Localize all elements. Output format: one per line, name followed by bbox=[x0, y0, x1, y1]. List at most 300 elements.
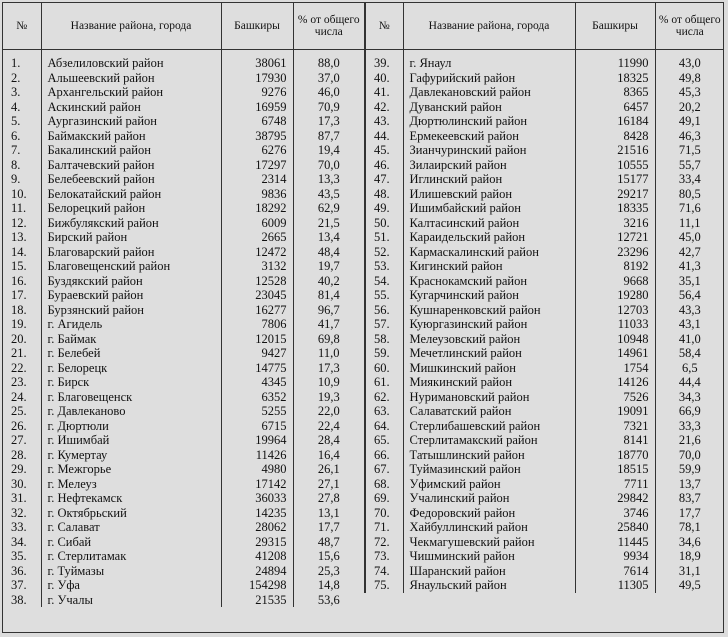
row-bashkir-count: 38795 bbox=[221, 129, 293, 144]
row-percent: 41,3 bbox=[655, 259, 724, 274]
row-name: г. Кумертау bbox=[41, 448, 221, 463]
table-row bbox=[365, 535, 724, 550]
table-row bbox=[365, 506, 724, 521]
row-name: Зилаирский район bbox=[403, 158, 575, 173]
row-bashkir-count: 11305 bbox=[575, 578, 655, 593]
row-bashkir-count: 11445 bbox=[575, 535, 655, 550]
row-bashkir-count: 12721 bbox=[575, 230, 655, 245]
col-header-name: Название района, города bbox=[403, 3, 575, 50]
row-bashkir-count: 15177 bbox=[575, 172, 655, 187]
row-name: г. Белебей bbox=[41, 346, 221, 361]
row-number: 68. bbox=[365, 477, 403, 492]
table-row bbox=[365, 520, 724, 535]
row-percent: 70,0 bbox=[655, 448, 724, 463]
row-percent: 33,3 bbox=[655, 419, 724, 434]
table-row bbox=[365, 332, 724, 347]
table-left-half bbox=[3, 3, 364, 607]
row-number: 66. bbox=[365, 448, 403, 463]
row-number: 34. bbox=[11, 534, 27, 549]
table-row bbox=[3, 404, 364, 419]
table-row bbox=[365, 375, 724, 390]
row-name: г. Бирск bbox=[41, 375, 221, 390]
row-number: 24. bbox=[11, 389, 27, 404]
row-number: 63. bbox=[365, 404, 403, 419]
table-row bbox=[365, 259, 724, 274]
row-number: 57. bbox=[365, 317, 403, 332]
row-name: Белорецкий район bbox=[41, 201, 221, 216]
row-number: 37. bbox=[11, 578, 27, 592]
row-number: 72. bbox=[365, 535, 403, 550]
row-name: Благоварский район bbox=[41, 245, 221, 260]
table-row bbox=[3, 419, 364, 434]
row-name: Буздякский район bbox=[41, 274, 221, 289]
row-percent: 66,9 bbox=[655, 404, 724, 419]
row-number: 33. bbox=[11, 520, 27, 534]
row-name: Кушнаренковский район bbox=[403, 303, 575, 318]
row-name: г. Янаул bbox=[403, 50, 575, 71]
row-number: 6. bbox=[11, 128, 21, 143]
table-row bbox=[365, 85, 724, 100]
table-row bbox=[3, 288, 364, 303]
table-row bbox=[3, 564, 364, 579]
row-percent: 62,9 bbox=[293, 201, 364, 216]
row-bashkir-count: 2665 bbox=[221, 230, 293, 245]
row-name: г. Туймазы bbox=[41, 564, 221, 579]
row-number: 21. bbox=[11, 346, 27, 360]
table-row bbox=[3, 85, 364, 100]
table-row bbox=[365, 100, 724, 115]
row-bashkir-count: 12472 bbox=[221, 245, 293, 260]
row-name: Дюртюлинский район bbox=[403, 114, 575, 129]
row-percent: 35,1 bbox=[655, 274, 724, 289]
row-percent: 88,0 bbox=[293, 50, 364, 71]
row-bashkir-count: 17930 bbox=[221, 71, 293, 86]
row-name: Мечетлинский район bbox=[403, 346, 575, 361]
row-percent: 26,1 bbox=[293, 462, 364, 477]
row-number: 11. bbox=[11, 201, 27, 215]
table-row bbox=[365, 549, 724, 564]
row-bashkir-count: 16277 bbox=[221, 303, 293, 318]
table-row bbox=[3, 230, 364, 245]
row-bashkir-count: 14961 bbox=[575, 346, 655, 361]
row-name: Янаульский район bbox=[403, 578, 575, 593]
row-name: Бирский район bbox=[41, 230, 221, 245]
row-percent: 19,3 bbox=[293, 390, 364, 405]
row-percent: 17,3 bbox=[293, 114, 364, 129]
table-row bbox=[3, 245, 364, 260]
row-bashkir-count: 9427 bbox=[221, 346, 293, 361]
row-number: 1. bbox=[11, 56, 21, 70]
row-number: 55. bbox=[365, 288, 403, 303]
table-row bbox=[365, 187, 724, 202]
table-row bbox=[3, 448, 364, 463]
row-percent: 81,4 bbox=[293, 288, 364, 303]
table-row bbox=[365, 172, 724, 187]
row-number: 19. bbox=[11, 317, 27, 331]
row-bashkir-count: 41208 bbox=[221, 549, 293, 564]
row-number: 13. bbox=[11, 230, 27, 244]
row-number: 31. bbox=[11, 491, 27, 505]
table-row bbox=[365, 462, 724, 477]
row-name: г. Салават bbox=[41, 520, 221, 535]
row-number: 53. bbox=[365, 259, 403, 274]
row-number: 74. bbox=[365, 564, 403, 579]
row-name: г. Дюртюли bbox=[41, 419, 221, 434]
row-percent: 41,0 bbox=[655, 332, 724, 347]
row-bashkir-count: 19091 bbox=[575, 404, 655, 419]
row-name: Мелеузовский район bbox=[403, 332, 575, 347]
table-row bbox=[365, 390, 724, 405]
row-percent: 49,5 bbox=[655, 578, 724, 593]
row-percent: 6,5 bbox=[655, 361, 724, 376]
row-name: г. Сибай bbox=[41, 535, 221, 550]
row-percent: 43,5 bbox=[293, 187, 364, 202]
row-name: г. Стерлитамак bbox=[41, 549, 221, 564]
row-bashkir-count: 4980 bbox=[221, 462, 293, 477]
row-name: Иглинский район bbox=[403, 172, 575, 187]
row-number: 28. bbox=[11, 447, 27, 462]
row-bashkir-count: 23045 bbox=[221, 288, 293, 303]
table-row bbox=[3, 332, 364, 347]
row-percent: 59,9 bbox=[655, 462, 724, 477]
row-name: Салаватский район bbox=[403, 404, 575, 419]
row-percent: 17,7 bbox=[293, 520, 364, 535]
row-bashkir-count: 8365 bbox=[575, 85, 655, 100]
row-bashkir-count: 9668 bbox=[575, 274, 655, 289]
row-percent: 53,6 bbox=[293, 593, 364, 608]
row-name: Балтачевский район bbox=[41, 158, 221, 173]
row-percent: 10,9 bbox=[293, 375, 364, 390]
table-row bbox=[365, 578, 724, 593]
table-row bbox=[3, 346, 364, 361]
col-header-num: № bbox=[3, 3, 41, 50]
row-name: Белокатайский район bbox=[41, 187, 221, 202]
row-name: Дуванский район bbox=[403, 100, 575, 115]
row-bashkir-count: 19964 bbox=[221, 433, 293, 448]
row-name: Белебеевский район bbox=[41, 172, 221, 187]
row-bashkir-count: 4345 bbox=[221, 375, 293, 390]
row-percent: 13,7 bbox=[655, 477, 724, 492]
row-bashkir-count: 6352 bbox=[221, 390, 293, 405]
row-bashkir-count: 12528 bbox=[221, 274, 293, 289]
row-percent: 43,1 bbox=[655, 317, 724, 332]
table-row bbox=[365, 477, 724, 492]
row-bashkir-count: 25840 bbox=[575, 520, 655, 535]
table-row bbox=[3, 259, 364, 274]
row-number: 46. bbox=[365, 158, 403, 173]
row-number: 51. bbox=[365, 230, 403, 245]
row-bashkir-count: 18515 bbox=[575, 462, 655, 477]
row-percent: 48,4 bbox=[293, 245, 364, 260]
table-row bbox=[365, 404, 724, 419]
table-row bbox=[365, 419, 724, 434]
table-body-left bbox=[3, 50, 364, 608]
row-number: 65. bbox=[365, 433, 403, 448]
row-percent: 11,0 bbox=[293, 346, 364, 361]
table-row bbox=[365, 201, 724, 216]
row-number: 45. bbox=[365, 143, 403, 158]
row-name: Альшеевский район bbox=[41, 71, 221, 86]
table-row bbox=[365, 158, 724, 173]
row-bashkir-count: 11990 bbox=[575, 50, 655, 71]
row-number: 69. bbox=[365, 491, 403, 506]
table-row bbox=[365, 288, 724, 303]
row-percent: 42,7 bbox=[655, 245, 724, 260]
row-number: 71. bbox=[365, 520, 403, 535]
row-number: 22. bbox=[11, 360, 27, 375]
row-bashkir-count: 17297 bbox=[221, 158, 293, 173]
row-bashkir-count: 11033 bbox=[575, 317, 655, 332]
row-number: 75. bbox=[365, 578, 403, 593]
row-bashkir-count: 38061 bbox=[221, 50, 293, 71]
row-name: Бакалинский район bbox=[41, 143, 221, 158]
row-bashkir-count: 6748 bbox=[221, 114, 293, 129]
table-row bbox=[365, 230, 724, 245]
row-percent: 17,3 bbox=[293, 361, 364, 376]
row-number: 70. bbox=[365, 506, 403, 521]
row-name: Давлекановский район bbox=[403, 85, 575, 100]
header-row bbox=[3, 3, 364, 50]
row-name: г. Учалы bbox=[41, 593, 221, 608]
table-row bbox=[3, 506, 364, 521]
row-name: г. Октябрьский bbox=[41, 506, 221, 521]
row-percent: 49,1 bbox=[655, 114, 724, 129]
row-percent: 20,2 bbox=[655, 100, 724, 115]
table-row bbox=[365, 491, 724, 506]
row-percent: 46,0 bbox=[293, 85, 364, 100]
table-row bbox=[3, 201, 364, 216]
table-row bbox=[3, 578, 364, 593]
row-bashkir-count: 7526 bbox=[575, 390, 655, 405]
row-name: г. Межгорье bbox=[41, 462, 221, 477]
row-percent: 16,4 bbox=[293, 448, 364, 463]
table-row bbox=[3, 216, 364, 231]
row-name: Аургазинский район bbox=[41, 114, 221, 129]
table-row bbox=[365, 245, 724, 260]
row-percent: 27,8 bbox=[293, 491, 364, 506]
row-percent: 22,0 bbox=[293, 404, 364, 419]
col-header-percent: % от общего числа bbox=[293, 3, 364, 50]
table-row bbox=[3, 100, 364, 115]
row-number: 52. bbox=[365, 245, 403, 260]
row-number: 43. bbox=[365, 114, 403, 129]
row-bashkir-count: 29315 bbox=[221, 535, 293, 550]
row-percent: 37,0 bbox=[293, 71, 364, 86]
row-number: 5. bbox=[11, 114, 21, 128]
row-number: 60. bbox=[365, 361, 403, 376]
row-percent: 13,4 bbox=[293, 230, 364, 245]
row-percent: 21,5 bbox=[293, 216, 364, 231]
row-bashkir-count: 18335 bbox=[575, 201, 655, 216]
table-row bbox=[365, 114, 724, 129]
row-name: Калтасинский район bbox=[403, 216, 575, 231]
row-percent: 15,6 bbox=[293, 549, 364, 564]
row-name: Аскинский район bbox=[41, 100, 221, 115]
row-bashkir-count: 14235 bbox=[221, 506, 293, 521]
row-name: Чишминский район bbox=[403, 549, 575, 564]
row-bashkir-count: 16959 bbox=[221, 100, 293, 115]
row-bashkir-count: 7806 bbox=[221, 317, 293, 332]
table-row bbox=[365, 317, 724, 332]
row-bashkir-count: 19280 bbox=[575, 288, 655, 303]
row-percent: 70,9 bbox=[293, 100, 364, 115]
col-header-bashkir: Башкиры bbox=[575, 3, 655, 50]
row-percent: 34,6 bbox=[655, 535, 724, 550]
row-bashkir-count: 6715 bbox=[221, 419, 293, 434]
row-name: Куюргазинский район bbox=[403, 317, 575, 332]
table-row bbox=[3, 143, 364, 158]
row-number: 8. bbox=[11, 157, 21, 172]
row-bashkir-count: 29842 bbox=[575, 491, 655, 506]
row-name: г. Давлеканово bbox=[41, 404, 221, 419]
row-number: 18. bbox=[11, 302, 27, 317]
row-bashkir-count: 36033 bbox=[221, 491, 293, 506]
row-name: Краснокамский район bbox=[403, 274, 575, 289]
row-percent: 21,6 bbox=[655, 433, 724, 448]
row-bashkir-count: 2314 bbox=[221, 172, 293, 187]
row-bashkir-count: 8141 bbox=[575, 433, 655, 448]
col-header-percent: % от общего числа bbox=[655, 3, 724, 50]
row-bashkir-count: 18770 bbox=[575, 448, 655, 463]
row-number: 23. bbox=[11, 375, 27, 389]
row-bashkir-count: 3216 bbox=[575, 216, 655, 231]
row-bashkir-count: 16184 bbox=[575, 114, 655, 129]
row-name: Уфимский район bbox=[403, 477, 575, 492]
row-percent: 83,7 bbox=[655, 491, 724, 506]
row-number: 25. bbox=[11, 404, 27, 418]
table-row bbox=[365, 71, 724, 86]
row-percent: 44,4 bbox=[655, 375, 724, 390]
row-percent: 48,7 bbox=[293, 535, 364, 550]
row-percent: 71,6 bbox=[655, 201, 724, 216]
row-name: Чекмагушевский район bbox=[403, 535, 575, 550]
row-percent: 43,3 bbox=[655, 303, 724, 318]
row-bashkir-count: 28062 bbox=[221, 520, 293, 535]
row-bashkir-count: 3746 bbox=[575, 506, 655, 521]
row-name: Бурзянский район bbox=[41, 303, 221, 318]
row-percent: 33,4 bbox=[655, 172, 724, 187]
row-name: Миякинский район bbox=[403, 375, 575, 390]
row-name: Благовещенский район bbox=[41, 259, 221, 274]
row-name: г. Мелеуз bbox=[41, 477, 221, 492]
row-percent: 13,1 bbox=[293, 506, 364, 521]
row-name: г. Белорецк bbox=[41, 361, 221, 376]
row-name: Федоровский район bbox=[403, 506, 575, 521]
header-row bbox=[365, 3, 724, 50]
row-percent: 13,3 bbox=[293, 172, 364, 187]
row-name: Стерлитамакский район bbox=[403, 433, 575, 448]
row-number: 58. bbox=[365, 332, 403, 347]
row-bashkir-count: 7321 bbox=[575, 419, 655, 434]
row-percent: 28,4 bbox=[293, 433, 364, 448]
row-percent: 69,8 bbox=[293, 332, 364, 347]
row-name: г. Ишимбай bbox=[41, 433, 221, 448]
row-bashkir-count: 10948 bbox=[575, 332, 655, 347]
row-number: 42. bbox=[365, 100, 403, 115]
table-row bbox=[3, 317, 364, 332]
row-percent: 34,3 bbox=[655, 390, 724, 405]
row-bashkir-count: 154298 bbox=[221, 578, 293, 593]
row-name: г. Баймак bbox=[41, 332, 221, 347]
table-row bbox=[3, 129, 364, 144]
table-row bbox=[3, 71, 364, 86]
row-percent: 55,7 bbox=[655, 158, 724, 173]
row-percent: 46,3 bbox=[655, 129, 724, 144]
row-name: Мишкинский район bbox=[403, 361, 575, 376]
row-bashkir-count: 12703 bbox=[575, 303, 655, 318]
row-number: 64. bbox=[365, 419, 403, 434]
table-row bbox=[365, 129, 724, 144]
row-name: Кармаскалинский район bbox=[403, 245, 575, 260]
table-row bbox=[365, 50, 724, 71]
row-number: 17. bbox=[11, 288, 27, 302]
row-name: Архангельский район bbox=[41, 85, 221, 100]
row-bashkir-count: 7614 bbox=[575, 564, 655, 579]
row-bashkir-count: 7711 bbox=[575, 477, 655, 492]
row-percent: 22,4 bbox=[293, 419, 364, 434]
row-name: г. Благовещенск bbox=[41, 390, 221, 405]
row-number: 12. bbox=[11, 215, 27, 230]
row-number: 54. bbox=[365, 274, 403, 289]
row-percent: 19,7 bbox=[293, 259, 364, 274]
table-row bbox=[365, 143, 724, 158]
row-bashkir-count: 17142 bbox=[221, 477, 293, 492]
table-row bbox=[3, 433, 364, 448]
row-number: 29. bbox=[11, 462, 27, 476]
table-row bbox=[3, 375, 364, 390]
row-number: 61. bbox=[365, 375, 403, 390]
row-name: Илишевский район bbox=[403, 187, 575, 202]
table-row bbox=[3, 390, 364, 405]
row-bashkir-count: 9276 bbox=[221, 85, 293, 100]
table-row bbox=[3, 462, 364, 477]
row-bashkir-count: 12015 bbox=[221, 332, 293, 347]
row-number: 26. bbox=[11, 418, 27, 433]
row-percent: 31,1 bbox=[655, 564, 724, 579]
row-name: Хайбуллинский район bbox=[403, 520, 575, 535]
col-header-name: Название района, города bbox=[41, 3, 221, 50]
row-name: Ишимбайский район bbox=[403, 201, 575, 216]
row-bashkir-count: 21516 bbox=[575, 143, 655, 158]
row-percent: 49,8 bbox=[655, 71, 724, 86]
row-name: г. Уфа bbox=[41, 578, 221, 593]
row-name: Караидельский район bbox=[403, 230, 575, 245]
row-name: Зианчуринский район bbox=[403, 143, 575, 158]
row-number: 62. bbox=[365, 390, 403, 405]
row-bashkir-count: 14775 bbox=[221, 361, 293, 376]
row-number: 3. bbox=[11, 85, 21, 99]
row-number: 9. bbox=[11, 172, 21, 186]
row-number: 48. bbox=[365, 187, 403, 202]
table-body-right bbox=[365, 50, 724, 593]
row-number: 36. bbox=[11, 563, 27, 578]
table-row bbox=[3, 114, 364, 129]
row-bashkir-count: 10555 bbox=[575, 158, 655, 173]
row-number: 7. bbox=[11, 143, 21, 157]
row-percent: 14,8 bbox=[293, 578, 364, 593]
row-percent: 43,0 bbox=[655, 50, 724, 71]
row-bashkir-count: 9934 bbox=[575, 549, 655, 564]
row-percent: 11,1 bbox=[655, 216, 724, 231]
row-number: 44. bbox=[365, 129, 403, 144]
row-name: Кугарчинский район bbox=[403, 288, 575, 303]
row-number: 4. bbox=[11, 99, 21, 114]
row-number: 38. bbox=[11, 592, 27, 607]
row-name: Татышлинский район bbox=[403, 448, 575, 463]
row-percent: 17,7 bbox=[655, 506, 724, 521]
row-name: Бижбулякский район bbox=[41, 216, 221, 231]
row-number: 67. bbox=[365, 462, 403, 477]
